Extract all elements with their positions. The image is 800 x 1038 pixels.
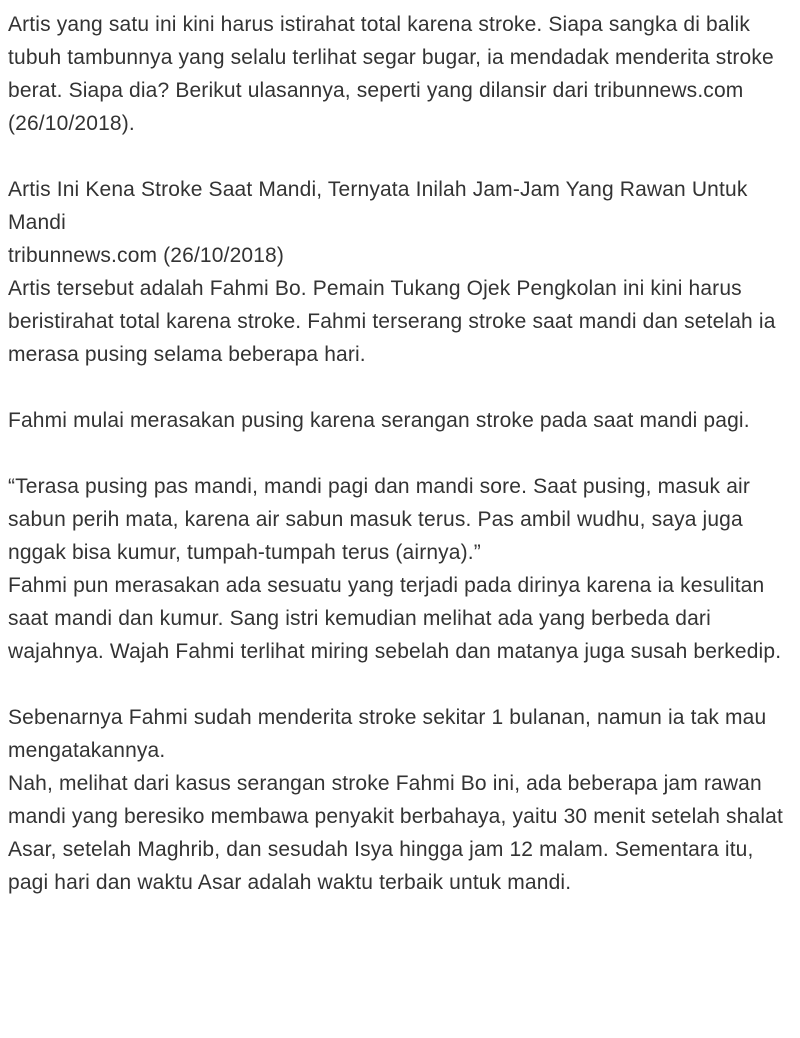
quote-paragraph: “Terasa pusing pas mandi, mandi pagi dan mandi sore. Saat pusing, masuk air sabun perih mata, karena air sabun masuk terus. Pas ambil wudhu, saya juga nggak bisa kumur, tumpah-tumpah terus (airnya).” <box>8 475 750 564</box>
paragraph-gap <box>8 371 794 404</box>
paragraph-gap <box>8 437 794 470</box>
related-article-title: Artis Ini Kena Stroke Saat Mandi, Ternyata Inilah Jam-Jam Yang Rawan Untuk Mandi <box>8 178 748 234</box>
related-article-source: tribunnews.com (26/10/2018) <box>8 244 285 267</box>
article-body <box>8 8 794 899</box>
paragraph-gap <box>8 668 794 701</box>
paragraph-gap <box>8 140 794 173</box>
paragraph-5: Nah, melihat dari kasus serangan stroke Fahmi Bo ini, ada beberapa jam rawan mandi yang beresiko membawa penyakit berbahaya, yaitu 30 menit setelah shalat Asar, setelah Maghrib, dan sesudah Isya hingga jam 12 malam. Sementara itu, pagi hari dan waktu Asar adalah waktu terbaik untuk mandi. <box>8 772 783 894</box>
paragraph-3: Fahmi pun merasakan ada sesuatu yang terjadi pada dirinya karena ia kesulitan saat mandi dan kumur. Sang istri kemudian melihat ada yang berbeda dari wajahnya. Wajah Fahmi terlihat miring sebelah dan matanya juga susah berkedip. <box>8 574 782 663</box>
paragraph-2: Fahmi mulai merasakan pusing karena serangan stroke pada saat mandi pagi. <box>8 409 750 432</box>
paragraph-1: Artis tersebut adalah Fahmi Bo. Pemain Tukang Ojek Pengkolan ini kini harus beristirahat total karena stroke. Fahmi terserang stroke saat mandi dan setelah ia merasa pusing selama beberapa hari. <box>8 277 776 366</box>
intro-paragraph: Artis yang satu ini kini harus istirahat total karena stroke. Siapa sangka di balik tubuh tambunnya yang selalu terlihat segar bugar, ia mendadak menderita stroke berat. Siapa dia? Berikut ulasannya, seperti yang dilansir dari tribunnews.com (26/10/2018). <box>8 13 774 135</box>
paragraph-4: Sebenarnya Fahmi sudah menderita stroke sekitar 1 bulanan, namun ia tak mau mengatakannya. <box>8 706 767 762</box>
